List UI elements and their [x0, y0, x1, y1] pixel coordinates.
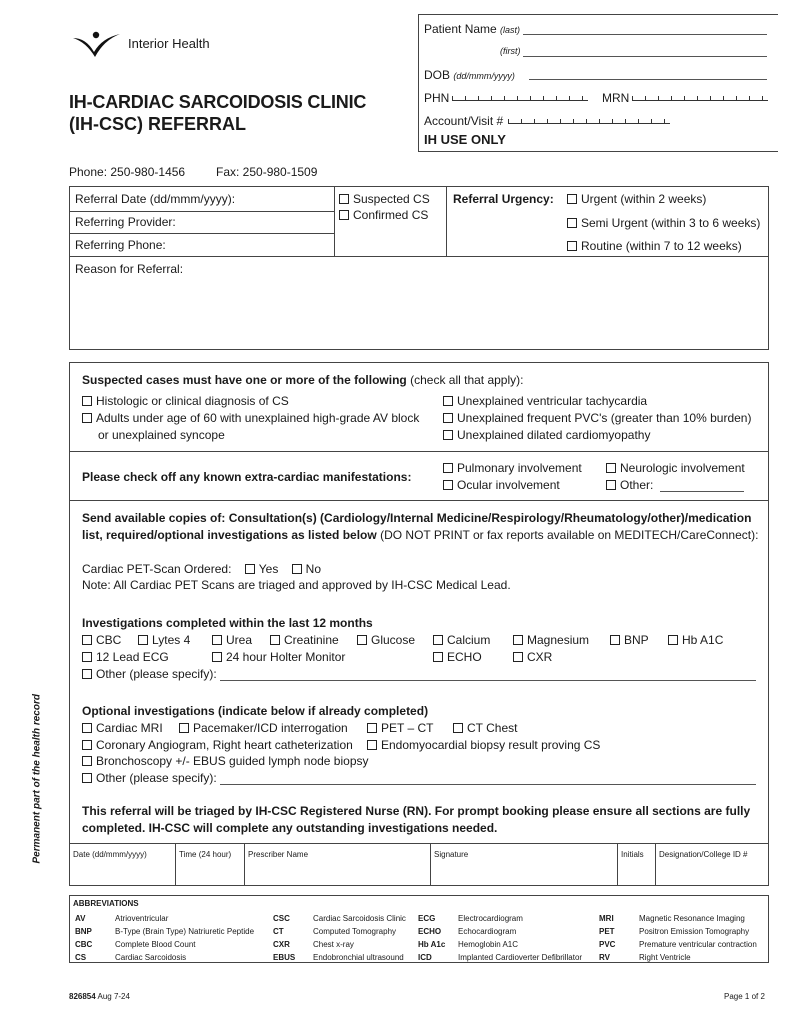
neurologic-checkbox[interactable] [606, 463, 616, 473]
urgent-option[interactable] [567, 192, 706, 206]
patient-name-label: Patient Name [424, 22, 497, 36]
histologic-label: Histologic or clinical diagnosis of CS [96, 394, 289, 408]
inv-calcium[interactable] [433, 633, 490, 647]
semi-urgent-checkbox[interactable] [567, 218, 577, 228]
abbr-term: EBUS [273, 953, 296, 962]
abbr-col4 [597, 911, 763, 965]
pet-yes-checkbox[interactable] [245, 564, 255, 574]
inv-magnesium[interactable] [513, 633, 589, 647]
dcm-option[interactable] [443, 428, 650, 442]
dob-format: (dd/mmm/yyyy) [453, 71, 515, 81]
neurologic-label: Neurologic involvement [620, 461, 745, 475]
av-block-checkbox[interactable] [82, 413, 92, 423]
abbr-definition: Atrioventricular [115, 914, 169, 923]
inv-cxr[interactable] [513, 650, 552, 664]
last-label: (last) [500, 25, 521, 35]
inv-lytes[interactable] [138, 633, 190, 647]
lytes-checkbox[interactable] [138, 635, 148, 645]
inv-urea[interactable] [212, 633, 252, 647]
patient-name-row [424, 22, 520, 36]
abbr-definition: Computed Tomography [313, 927, 397, 936]
optional-heading: Optional investigations (indicate below if already completed) [82, 704, 429, 718]
extracardiac-other-checkbox[interactable] [606, 480, 616, 490]
routine-label: Routine (within 7 to 12 weeks) [581, 239, 742, 253]
abbr-col2 [271, 911, 412, 965]
triage-line1: This referral will be triaged by IH-CSC Registered Nurse (RN). For prompt booking please ensure all sections are fully [82, 804, 751, 818]
biopsy-label: Endomyocardial biopsy result proving CS [381, 738, 601, 752]
pvc-checkbox[interactable] [443, 413, 453, 423]
urgent-checkbox[interactable] [567, 194, 577, 204]
abbr-definition: Magnetic Resonance Imaging [639, 914, 745, 923]
opt-ctchest[interactable] [453, 721, 517, 735]
abbr-definition: Positron Emission Tomography [639, 927, 750, 936]
inv-other-field[interactable] [220, 680, 756, 681]
dob-label: DOB [424, 68, 451, 82]
opt-angio[interactable] [82, 738, 353, 752]
dcm-checkbox[interactable] [443, 430, 453, 440]
abbr-definition: Implanted Cardioverter Defibrillator [458, 953, 583, 962]
ecg-label: 12 Lead ECG [96, 650, 169, 664]
suspected-cs-checkbox[interactable] [339, 194, 349, 204]
abbr-heading: ABBREVIATIONS [73, 899, 139, 908]
inv-other[interactable] [82, 667, 217, 681]
magnesium-checkbox[interactable] [513, 635, 523, 645]
pet-yes-label: Yes [258, 562, 279, 576]
extracardiac-other-option[interactable] [606, 478, 653, 492]
abbr-term: AV [75, 914, 86, 923]
suspected-heading [82, 373, 523, 387]
last-name-field[interactable] [523, 34, 767, 35]
pacemaker-label: Pacemaker/ICD interrogation [193, 721, 348, 735]
phn-label: PHN [424, 91, 450, 105]
inv-other-checkbox[interactable] [82, 669, 92, 679]
opt-other-field[interactable] [220, 784, 756, 785]
inv-cbc[interactable] [82, 633, 121, 647]
send-line2-bold: list, required/optional investigations as listed below [82, 528, 377, 542]
hba1c-checkbox[interactable] [668, 635, 678, 645]
abbr-definition: Cardiac Sarcoidosis [115, 953, 187, 962]
hba1c-label: Hb A1C [682, 633, 724, 647]
pvc-option[interactable] [443, 411, 751, 425]
inv-hba1c[interactable] [668, 633, 723, 647]
mri-checkbox[interactable] [82, 723, 92, 733]
pulmonary-checkbox[interactable] [443, 463, 453, 473]
bnp-checkbox[interactable] [610, 635, 620, 645]
urea-checkbox[interactable] [212, 635, 222, 645]
inv-ecg[interactable] [82, 650, 169, 664]
investigations-heading: Investigations completed within the last 12 months [82, 616, 373, 630]
av-block-label: Adults under age of 60 with unexplained high-grade AV block [96, 411, 420, 425]
sig-initials-label: Initials [621, 850, 644, 859]
abbr-term: PET [599, 927, 615, 936]
pet-yes-option[interactable] [245, 562, 279, 576]
suspected-cs-label: Suspected CS [353, 192, 430, 206]
first-label: (first) [500, 46, 521, 56]
extracardiac-heading: Please check off any known extra-cardiac manifestations: [82, 470, 412, 484]
extracardiac-other-field[interactable] [660, 491, 744, 492]
phn-field[interactable] [452, 93, 588, 101]
send-line2-rest: (DO NOT PRINT or fax reports available on MEDITECH/CareConnect): [380, 528, 759, 542]
interior-health-logo-icon [70, 28, 122, 58]
account-field[interactable] [508, 116, 670, 124]
suspected-cs-option[interactable] [339, 192, 430, 206]
form-title-line2: (IH-CSC) REFERRAL [69, 114, 246, 134]
opt-other-checkbox[interactable] [82, 773, 92, 783]
pet-note: Note: All Cardiac PET Scans are triaged and approved by IH-CSC Medical Lead. [82, 578, 511, 592]
echo-checkbox[interactable] [433, 652, 443, 662]
abbr-term: RV [599, 953, 610, 962]
urea-label: Urea [226, 633, 253, 647]
opt-other[interactable] [82, 771, 217, 785]
sig-date-label: Date (dd/mmm/yyyy) [73, 850, 147, 859]
bnp-label: BNP [624, 633, 649, 647]
clinic-fax: Fax: 250-980-1509 [216, 165, 318, 179]
triage-line2: completed. IH-CSC will complete any outstanding investigations needed. [82, 821, 498, 835]
lytes-label: Lytes 4 [152, 633, 191, 647]
logo-text: Interior Health [128, 36, 210, 51]
pacemaker-checkbox[interactable] [179, 723, 189, 733]
petct-checkbox[interactable] [367, 723, 377, 733]
opt-petct[interactable] [367, 721, 433, 735]
routine-option[interactable] [567, 239, 742, 253]
first-name-field[interactable] [523, 56, 767, 57]
semi-urgent-option[interactable] [567, 216, 760, 230]
ih-use-only: IH USE ONLY [424, 132, 506, 147]
bronch-checkbox[interactable] [82, 756, 92, 766]
opt-bronch[interactable] [82, 754, 369, 768]
semi-urgent-label: Semi Urgent (within 3 to 6 weeks) [581, 216, 761, 230]
suspected-heading-note: (check all that apply): [410, 373, 524, 387]
abbr-term: BNP [75, 927, 92, 936]
opt-mri[interactable] [82, 721, 163, 735]
abbr-definition: Premature ventricular contraction [639, 940, 757, 949]
inv-other-label: Other (please specify): [96, 667, 217, 681]
abbr-term: Hb A1c [418, 940, 446, 949]
pet-no-option[interactable] [292, 562, 321, 576]
glucose-label: Glucose [371, 633, 416, 647]
pulmonary-label: Pulmonary involvement [457, 461, 582, 475]
sig-time-label: Time (24 hour) [179, 850, 232, 859]
cxr-checkbox[interactable] [513, 652, 523, 662]
inv-holter[interactable] [212, 650, 345, 664]
confirmed-cs-label: Confirmed CS [353, 208, 429, 222]
dob-row [424, 68, 515, 82]
abbr-definition: Right Ventricle [639, 953, 691, 962]
abbr-definition: Hemoglobin A1C [458, 940, 519, 949]
creatinine-checkbox[interactable] [270, 635, 280, 645]
pet-no-checkbox[interactable] [292, 564, 302, 574]
abbr-term: ECG [418, 914, 436, 923]
abbr-definition: B-Type (Brain Type) Natriuretic Peptide [115, 927, 255, 936]
pet-scan-row [82, 562, 321, 576]
opt-other-label: Other (please specify): [96, 771, 217, 785]
footer-page: Page 1 of 2 [724, 992, 765, 1001]
form-title-line1: IH-CARDIAC SARCOIDOSIS CLINIC [69, 92, 367, 112]
histologic-checkbox[interactable] [82, 396, 92, 406]
ocular-checkbox[interactable] [443, 480, 453, 490]
abbr-definition: Complete Blood Count [115, 940, 196, 949]
cxr-label: CXR [527, 650, 553, 664]
inv-creatinine[interactable] [270, 633, 339, 647]
calcium-label: Calcium [447, 633, 491, 647]
send-line1: Send available copies of: Consultation(s) (Cardiology/Internal Medicine/Respirology/Rheumatology/other)/medication [82, 511, 752, 525]
routine-checkbox[interactable] [567, 241, 577, 251]
glucose-checkbox[interactable] [357, 635, 367, 645]
abbr-term: CSC [273, 914, 290, 923]
vt-option[interactable] [443, 394, 647, 408]
bronch-label: Bronchoscopy +/- EBUS guided lymph node biopsy [96, 754, 369, 768]
ctchest-checkbox[interactable] [453, 723, 463, 733]
av-block-cont: or unexplained syncope [98, 428, 225, 442]
abbr-term: PVC [599, 940, 616, 949]
dcm-label: Unexplained dilated cardiomyopathy [457, 428, 651, 442]
referral-urgency-label: Referral Urgency: [453, 192, 554, 206]
pet-scan-label: Cardiac PET-Scan Ordered: [82, 562, 232, 576]
creatinine-label: Creatinine [284, 633, 339, 647]
pet-no-label: No [305, 562, 322, 576]
sig-prescriber-label: Prescriber Name [248, 850, 309, 859]
abbr-term: CXR [273, 940, 290, 949]
cbc-label: CBC [96, 633, 122, 647]
av-block-option[interactable] [82, 411, 419, 425]
account-label: Account/Visit # [424, 114, 504, 128]
mrn-label: MRN [602, 91, 630, 105]
sig-designation-label: Designation/College ID # [659, 850, 748, 859]
vt-checkbox[interactable] [443, 396, 453, 406]
ocular-option[interactable] [443, 478, 560, 492]
abbr-col3 [416, 911, 588, 965]
pulmonary-option[interactable] [443, 461, 582, 475]
abbr-term: ECHO [418, 927, 442, 936]
footer-code-row [69, 992, 130, 1001]
ecg-checkbox[interactable] [82, 652, 92, 662]
angio-checkbox[interactable] [82, 740, 92, 750]
inv-glucose[interactable] [357, 633, 415, 647]
ocular-label: Ocular involvement [457, 478, 560, 492]
ctchest-label: CT Chest [467, 721, 518, 735]
logo [70, 28, 240, 58]
angio-label: Coronary Angiogram, Right heart catheterization [96, 738, 353, 752]
abbr-term: ICD [418, 953, 432, 962]
opt-pacemaker[interactable] [179, 721, 348, 735]
pvc-label: Unexplained frequent PVC's (greater than 10% burden) [457, 411, 752, 425]
confirmed-cs-checkbox[interactable] [339, 210, 349, 220]
sig-signature-label: Signature [434, 850, 469, 859]
cbc-checkbox[interactable] [82, 635, 92, 645]
abbr-term: CBC [75, 940, 93, 949]
holter-checkbox[interactable] [212, 652, 222, 662]
reason-label: Reason for Referral: [75, 262, 184, 276]
abbr-term: MRI [599, 914, 614, 923]
abbr-term: CS [75, 953, 87, 962]
clinic-phone: Phone: 250-980-1456 [69, 165, 186, 179]
mrn-field[interactable] [632, 93, 768, 101]
holter-label: 24 hour Holter Monitor [226, 650, 346, 664]
urgent-label: Urgent (within 2 weeks) [581, 192, 707, 206]
suspected-heading-text: Suspected cases must have one or more of the following [82, 373, 407, 387]
extracardiac-other-label: Other: [620, 478, 654, 492]
mri-label: Cardiac MRI [96, 721, 163, 735]
abbr-definition: Cardiac Sarcoidosis Clinic [313, 914, 406, 923]
dob-field[interactable] [529, 79, 767, 80]
petct-label: PET – CT [381, 721, 434, 735]
footer-date: Aug 7-24 [97, 992, 130, 1001]
referring-phone-label: Referring Phone: [75, 238, 166, 252]
magnesium-label: Magnesium [527, 633, 590, 647]
side-text: Permanent part of the health record [31, 694, 43, 864]
abbr-col1 [73, 911, 260, 965]
footer-code: 826854 [69, 992, 96, 1001]
abbr-definition: Chest x-ray [313, 940, 354, 949]
calcium-checkbox[interactable] [433, 635, 443, 645]
opt-biopsy[interactable] [367, 738, 600, 752]
referral-date-label: Referral Date (dd/mmm/yyyy): [75, 192, 236, 206]
abbr-definition: Echocardiogram [458, 927, 517, 936]
send-line2 [82, 528, 758, 542]
confirmed-cs-option[interactable] [339, 208, 428, 222]
biopsy-checkbox[interactable] [367, 740, 377, 750]
echo-label: ECHO [447, 650, 482, 664]
abbr-term: CT [273, 927, 284, 936]
histologic-option[interactable] [82, 394, 289, 408]
inv-echo[interactable] [433, 650, 482, 664]
abbr-definition: Endobronchial ultrasound [313, 953, 404, 962]
vt-label: Unexplained ventricular tachycardia [457, 394, 648, 408]
abbr-definition: Electrocardiogram [458, 914, 523, 923]
referring-provider-label: Referring Provider: [75, 215, 176, 229]
inv-bnp[interactable] [610, 633, 649, 647]
neurologic-option[interactable] [606, 461, 745, 475]
